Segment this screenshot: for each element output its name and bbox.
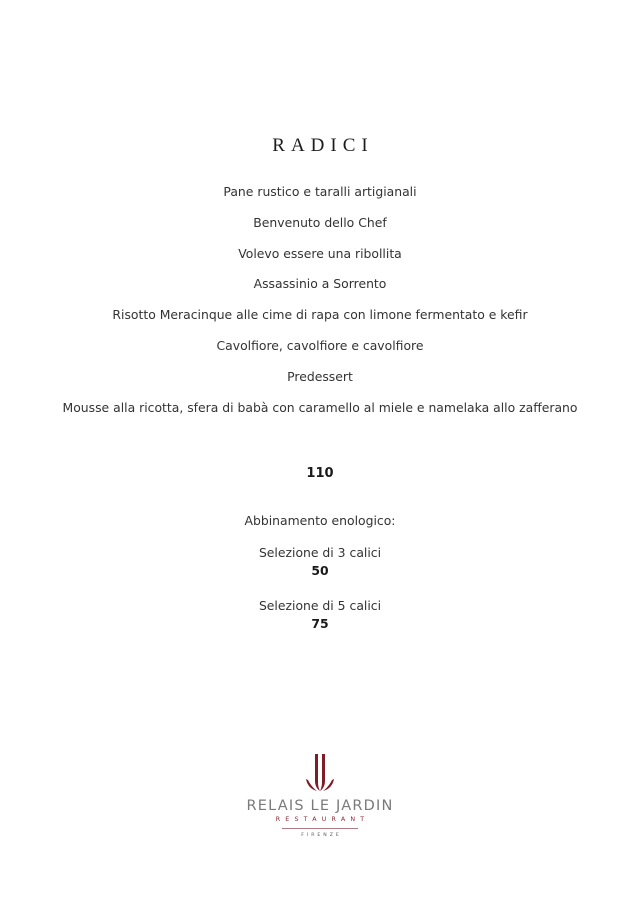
logo-subtitle: RESTAURANT (275, 816, 370, 823)
restaurant-logo (0, 752, 640, 839)
logo-name: RELAIS LE JARDIN (246, 798, 394, 814)
course-item: Volevo essere una ribollita (238, 245, 402, 261)
course-item: Benvenuto dello Chef (253, 214, 387, 230)
course-item: Predessert (287, 368, 353, 384)
course-list (0, 183, 640, 429)
menu-title: RADICI (272, 134, 374, 156)
wine-pairing-option-price: 75 (311, 616, 329, 631)
course-item: Risotto Meracinque alle cime di rapa con limone fermentato e kefir (112, 307, 528, 323)
course-item: Mousse alla ricotta, sfera di babà con caramello al miele e namelaka allo zafferano (62, 399, 578, 415)
wine-pairing-option-label: Selezione di 3 calici (258, 545, 382, 560)
wine-pairing-option-price: 50 (311, 563, 329, 578)
course-item: Assassinio a Sorrento (253, 276, 387, 292)
jj-monogram-icon (300, 752, 340, 794)
logo-divider (282, 828, 358, 829)
wine-pairing-option (0, 597, 640, 633)
menu-price: 110 (306, 466, 334, 481)
course-item: Pane rustico e taralli artigianali (223, 184, 417, 199)
wine-pairing-option-label: Selezione di 5 calici (258, 598, 382, 613)
course-item: Cavolfiore, cavolfiore e cavolfiore (216, 337, 424, 353)
wine-pairing-option (0, 544, 640, 580)
logo-city: FIRENZE (301, 833, 342, 838)
wine-pairing-label: Abbinamento enologico: (244, 513, 396, 528)
